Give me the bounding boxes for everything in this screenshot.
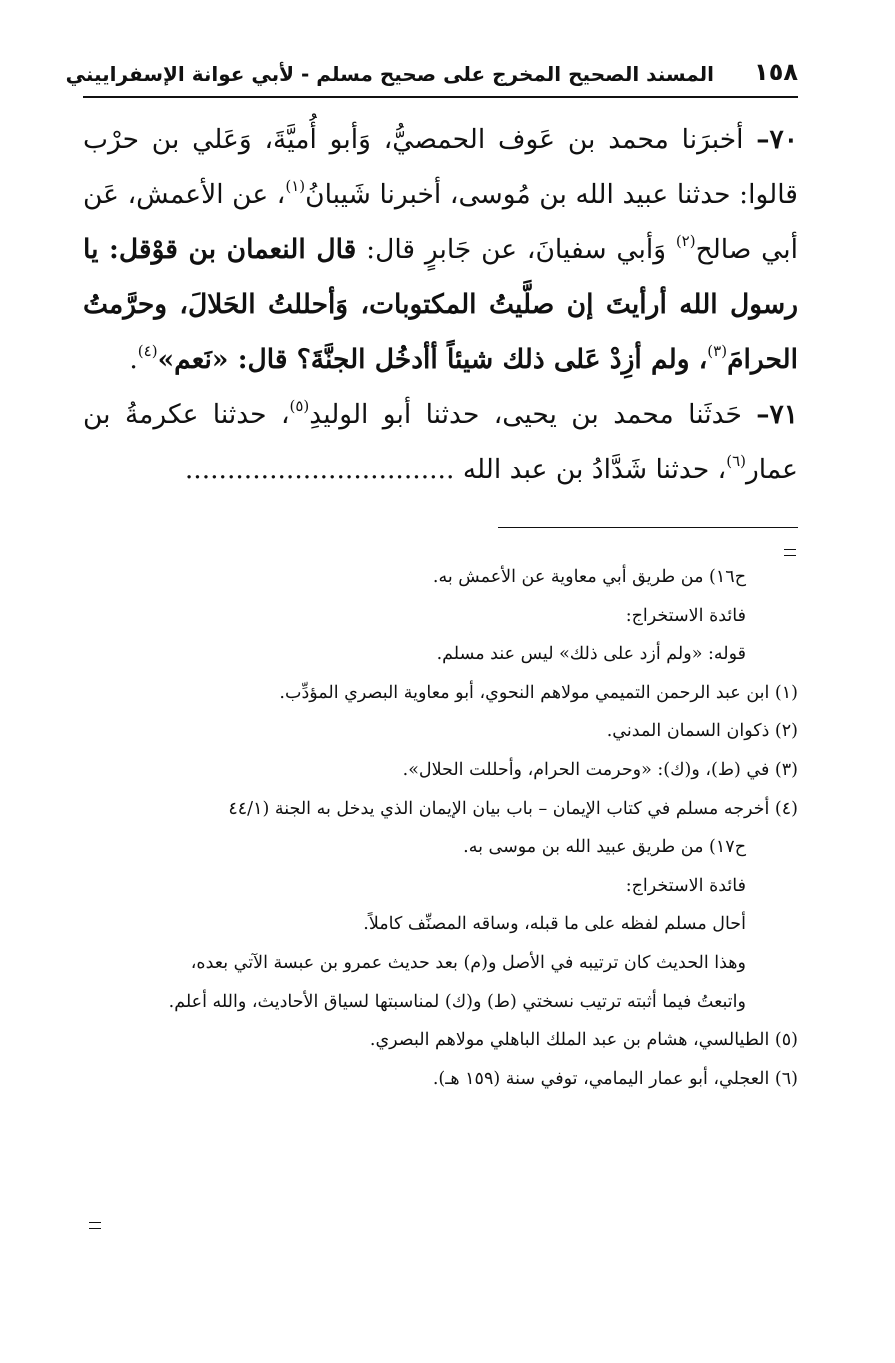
footnote-5: (٥) الطيالسي، هشام بن عبد الملك الباهلي مولاهم البصري. xyxy=(369,1030,798,1051)
footnote-separator xyxy=(498,527,798,528)
footnote-4: (٤) أخرجه مسلم في كتاب الإيمان – باب بيان الإيمان الذي يدخل به الجنة (٤٤/١ xyxy=(228,798,798,819)
isnad-text: ، حدثنا شَدَّادُ بن عبد الله xyxy=(454,454,727,485)
footnotes xyxy=(83,558,798,1098)
footnote-ref: (٥) xyxy=(289,397,310,415)
main-text xyxy=(83,112,798,497)
footnote-ref: (١) xyxy=(285,177,306,195)
footnote-line: فائدة الاستخراج: xyxy=(625,605,746,626)
continuation-mark xyxy=(89,1222,101,1229)
footnote-ref: (٤) xyxy=(137,342,158,360)
isnad-text: . xyxy=(129,344,138,375)
hadith-70 xyxy=(83,112,798,387)
isnad-text: وَأبي سفيانَ، عن جَابرٍ قال: xyxy=(356,234,676,265)
footnote-line: فائدة الاستخراج: xyxy=(625,875,746,896)
footnote-line: أحال مسلم لفظه على ما قبله، وساقه المصنِّف كاملاً. xyxy=(363,914,746,935)
isnad-text: حَدثَنا محمد بن يحيى، حدثنا أبو الوليدِ xyxy=(309,399,757,430)
footnote-line: قوله: «ولم أزد على ذلك» ليس عند مسلم. xyxy=(436,644,746,665)
footnote-ref: (٣) xyxy=(707,342,728,360)
footnote-3: (٣) في (ط)، و(ك): «وحرمت الحرام، وأحللت الحلال». xyxy=(402,759,798,780)
page-header xyxy=(65,56,798,98)
footnote-line: ح١٦) من طريق أبي معاوية عن الأعمش به. xyxy=(432,567,746,587)
isnad-text: ، حدثنا عكرمةُ بن عمار xyxy=(83,399,798,485)
isnad-text: ، عن الأعمش، عَن أبي صالح xyxy=(83,179,798,265)
footnote-line: وهذا الحديث كان ترتيبه في الأصل و(م) بعد حديث عمرو بن عبسة الآتي بعده، xyxy=(190,952,746,973)
continuation-mark xyxy=(784,549,796,556)
hadith-number: ٧١– xyxy=(756,399,798,430)
page-number: ١٥٨ xyxy=(754,58,798,86)
footnote-1: (١) ابن عبد الرحمن التميمي مولاهم النحوي، أبو معاوية البصري المؤدِّب. xyxy=(279,682,798,703)
footnote-2: (٢) ذكوان السمان المدني. xyxy=(606,721,798,742)
matn-text: ، ولم أزِدْ عَلى ذلك شيئاً أأدخُل الجنَّةَ؟ قال: «نَعم» xyxy=(157,344,708,375)
hadith-71 xyxy=(83,387,798,497)
matn-text: قال النعمان بن قوْقل: يا رسول الله أرأيتَ إن صلَّيتُ المكتوبات، وَأحللتُ الحَلالَ، وحرَّمتُ الحرامَ xyxy=(83,234,798,375)
footnote-ref: (٦) xyxy=(726,452,746,470)
footnote-line: واتبعتُ فيما أثبته ترتيب نسختي (ط) و(ك) لمناسبتها لسياق الأحاديث، والله أعلم. xyxy=(168,991,746,1012)
running-title: المسند الصحيح المخرج على صحيح مسلم - لأبي عوانة الإسفراييني xyxy=(65,62,714,86)
continuation-dots: ................................ xyxy=(184,454,455,485)
footnote-6: (٦) العجلي، أبو عمار اليمامي، توفي سنة (١٥٩ هـ). xyxy=(432,1068,798,1089)
hadith-number: ٧٠– xyxy=(756,124,798,155)
isnad-text: أخبرَنا محمد بن عَوف الحمصيُّ، وَأبو أُميَّةَ، وَعَلي بن حرْب قالوا: حدثنا عبيد الله بن مُوسى، أخبرنا شَيبانُ xyxy=(83,124,798,210)
footnote-line: ح١٧) من طريق عبيد الله بن موسى به. xyxy=(463,837,746,858)
footnote-ref: (٢) xyxy=(675,232,696,250)
